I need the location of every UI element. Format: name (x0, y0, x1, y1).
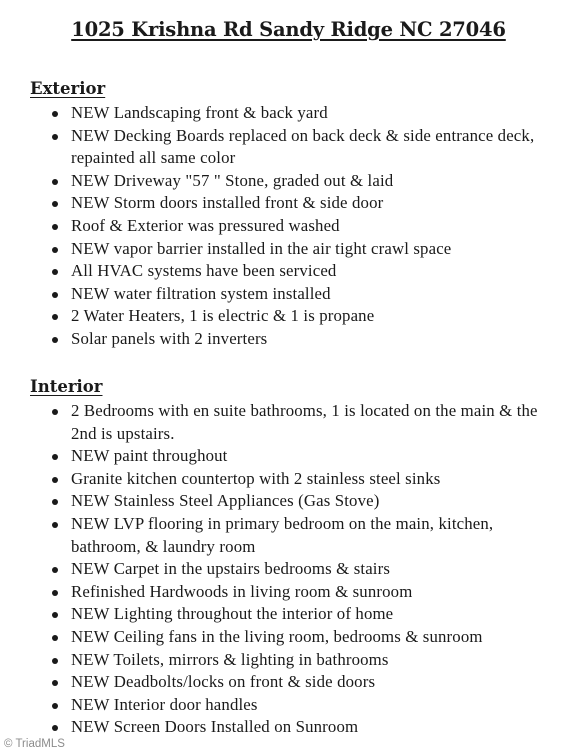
list-item-text: NEW Interior door handles (71, 694, 258, 714)
list-item-text: NEW water filtration system installed (71, 283, 331, 303)
list-item (30, 490, 550, 513)
page-title: 1025 Krishna Rd Sandy Ridge NC 27046 (71, 18, 506, 41)
list-item-text: Roof & Exterior was pressured washed (71, 215, 340, 235)
bullet-icon (52, 269, 58, 275)
list-item-text: Granite kitchen countertop with 2 stainless steel sinks (71, 468, 441, 488)
interior-section (30, 376, 550, 739)
interior-heading: Interior (30, 377, 103, 396)
exterior-heading: Exterior (30, 79, 106, 98)
bullet-icon (52, 224, 58, 230)
list-item-text: NEW Driveway "57 " Stone, graded out & laid (71, 170, 394, 190)
list-item-text: All HVAC systems have been serviced (71, 261, 337, 281)
bullet-icon (52, 454, 58, 460)
watermark: © TriadMLS (4, 738, 65, 750)
bullet-icon (52, 612, 58, 618)
list-item (30, 283, 550, 306)
list-item (30, 215, 550, 238)
list-item-text: NEW Stainless Steel Appliances (Gas Stove) (71, 491, 380, 511)
list-item-text: NEW Landscaping front & back yard (71, 103, 328, 122)
list-item (30, 238, 550, 261)
bullet-icon (52, 725, 58, 731)
bullet-icon (52, 314, 58, 320)
bullet-icon (52, 111, 58, 117)
bullet-icon (52, 658, 58, 664)
list-item (30, 671, 550, 694)
list-item-text: NEW vapor barrier installed in the air tight crawl space (71, 238, 452, 258)
list-item (30, 468, 550, 491)
interior-list (30, 400, 550, 739)
bullet-icon (52, 201, 58, 207)
list-item-text: 2 Bedrooms with en suite bathrooms, 1 is located on the main & the 2nd is upstairs. (71, 401, 538, 443)
bullet-icon (52, 337, 58, 343)
list-item-text: 2 Water Heaters, 1 is electric & 1 is propane (71, 306, 375, 326)
bullet-icon (52, 292, 58, 298)
list-item-text: NEW Toilets, mirrors & lighting in bathrooms (71, 649, 389, 669)
list-item (30, 102, 550, 125)
exterior-list (30, 102, 550, 351)
bullet-icon (52, 567, 58, 573)
list-item (30, 328, 550, 351)
bullet-icon (52, 179, 58, 185)
list-item (30, 170, 550, 193)
list-item (30, 649, 550, 672)
list-item (30, 400, 550, 445)
list-item-text: Refinished Hardwoods in living room & sunroom (71, 581, 413, 601)
list-item-text: NEW Storm doors installed front & side door (71, 193, 384, 213)
list-item-text: NEW paint throughout (71, 446, 228, 466)
exterior-section (30, 78, 550, 351)
list-item (30, 192, 550, 215)
bullet-icon (52, 522, 58, 528)
list-item (30, 716, 550, 739)
list-item-text: NEW Screen Doors Installed on Sunroom (71, 717, 359, 737)
list-item (30, 305, 550, 328)
bullet-icon (52, 703, 58, 709)
bullet-icon (52, 680, 58, 686)
bullet-icon (52, 247, 58, 253)
bullet-icon (52, 635, 58, 641)
list-item (30, 260, 550, 283)
list-item-text: NEW Decking Boards replaced on back deck & side entrance deck, repainted all same color (71, 125, 535, 168)
list-item-text: NEW Deadbolts/locks on front & side doors (71, 672, 376, 692)
list-item (30, 603, 550, 626)
list-item-text: NEW Ceiling fans in the living room, bedrooms & sunroom (71, 626, 483, 646)
list-item (30, 445, 550, 468)
list-item-text: NEW LVP flooring in primary bedroom on the main, kitchen, bathroom, & laundry room (71, 513, 494, 556)
list-item (30, 513, 550, 558)
bullet-icon (52, 409, 58, 415)
bullet-icon (52, 134, 58, 140)
list-item (30, 581, 550, 604)
bullet-icon (52, 499, 58, 505)
list-item (30, 626, 550, 649)
list-item (30, 125, 550, 170)
list-item-text: NEW Lighting throughout the interior of home (71, 604, 394, 624)
bullet-icon (52, 477, 58, 483)
list-item-text: NEW Carpet in the upstairs bedrooms & stairs (71, 559, 391, 579)
list-item (30, 694, 550, 717)
list-item (30, 558, 550, 581)
list-item-text: Solar panels with 2 inverters (71, 328, 268, 348)
bullet-icon (52, 590, 58, 596)
